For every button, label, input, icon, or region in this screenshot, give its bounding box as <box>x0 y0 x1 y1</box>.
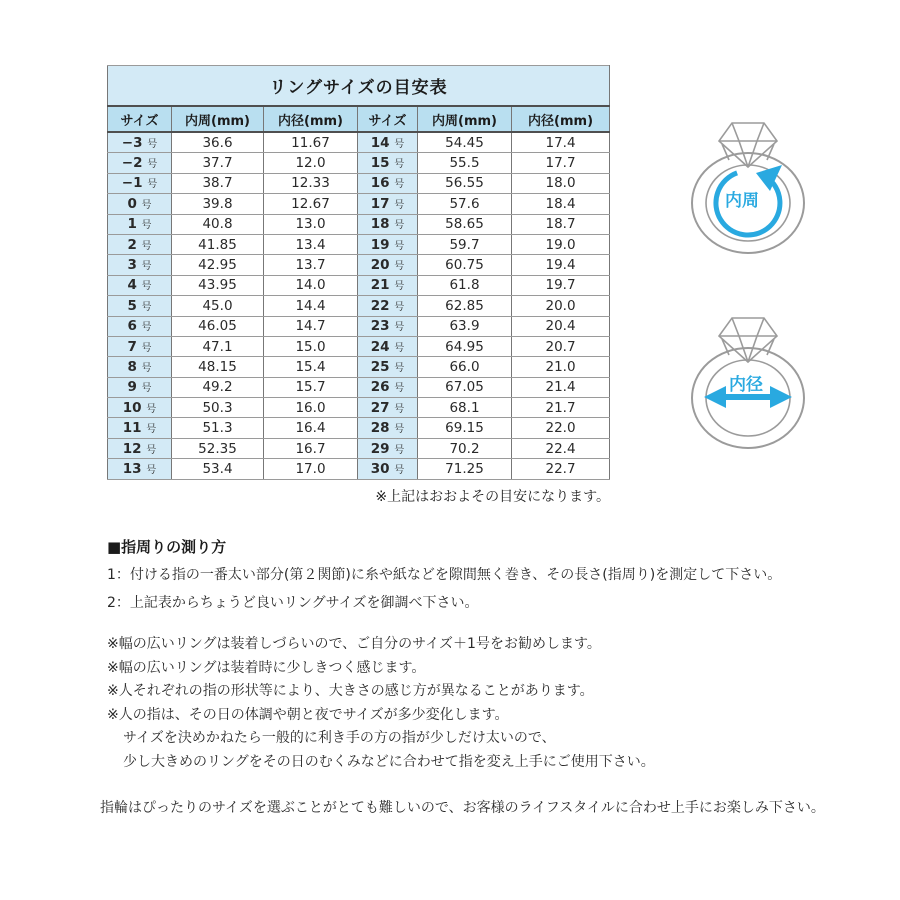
value-cell: 52.35 <box>172 438 264 458</box>
table-title: リングサイズの目安表 <box>108 66 610 107</box>
table-row <box>108 438 610 458</box>
value-cell: 70.2 <box>418 438 512 458</box>
value-cell: 62.85 <box>418 296 512 316</box>
size-cell: −3 号 <box>108 132 172 153</box>
size-cell: 20 号 <box>358 255 418 275</box>
caution-line: ※人の指は、その日の体調や朝と夜でサイズが多少変化します。 <box>107 706 509 723</box>
value-cell: 14.0 <box>264 275 358 295</box>
diamond-icon <box>719 123 777 167</box>
size-cell: 15 号 <box>358 153 418 173</box>
caution-line: サイズを決めかねたら一般的に利き手の方の指が少しだけ太いので、 <box>123 730 556 746</box>
closing-note: 指輪はぴったりのサイズを選ぶことがとても難しいので、お客様のライフスタイルに合わせ上手にお楽しみ下さい。 <box>100 800 825 816</box>
inner-diameter-diagram <box>668 310 828 460</box>
size-cell: 16 号 <box>358 173 418 193</box>
column-header: 内径(mm) <box>512 106 610 132</box>
size-cell: −1 号 <box>108 173 172 193</box>
value-cell: 22.0 <box>512 418 610 438</box>
size-cell: 4 号 <box>108 275 172 295</box>
size-cell: 23 号 <box>358 316 418 336</box>
size-cell: 28 号 <box>358 418 418 438</box>
value-cell: 17.4 <box>512 132 610 153</box>
value-cell: 20.4 <box>512 316 610 336</box>
table-row <box>108 296 610 316</box>
diamond-icon <box>719 318 777 362</box>
value-cell: 16.4 <box>264 418 358 438</box>
value-cell: 58.65 <box>418 214 512 234</box>
caution-line: ※幅の広いリングは装着しづらいので、ご自分のサイズ＋1号をお勧めします。 <box>107 636 601 652</box>
table-header-row <box>108 106 610 132</box>
value-cell: 15.0 <box>264 336 358 356</box>
value-cell: 43.95 <box>172 275 264 295</box>
size-cell: 8 号 <box>108 357 172 377</box>
size-cell: 1 号 <box>108 214 172 234</box>
value-cell: 13.7 <box>264 255 358 275</box>
value-cell: 53.4 <box>172 459 264 479</box>
value-cell: 51.3 <box>172 418 264 438</box>
table-row <box>108 255 610 275</box>
value-cell: 18.7 <box>512 214 610 234</box>
size-cell: 17 号 <box>358 194 418 214</box>
size-cell: 25 号 <box>358 357 418 377</box>
value-cell: 17.0 <box>264 459 358 479</box>
value-cell: 68.1 <box>418 398 512 418</box>
size-cell: 0 号 <box>108 194 172 214</box>
measuring-instructions <box>107 536 847 613</box>
size-cell: 7 号 <box>108 336 172 356</box>
inner-circumference-diagram <box>668 115 828 265</box>
table-title-row <box>108 66 610 107</box>
caution-list <box>107 633 847 774</box>
value-cell: 55.5 <box>418 153 512 173</box>
table-row <box>108 132 610 153</box>
size-cell: 22 号 <box>358 296 418 316</box>
value-cell: 12.33 <box>264 173 358 193</box>
size-cell: 3 号 <box>108 255 172 275</box>
table-row <box>108 173 610 193</box>
size-cell: 26 号 <box>358 377 418 397</box>
size-cell: 19 号 <box>358 234 418 254</box>
ring-size-table <box>107 65 610 480</box>
inner-diameter-label: 内径 <box>729 375 763 395</box>
value-cell: 47.1 <box>172 336 264 356</box>
table-note: ※上記はおおよその目安になります。 <box>375 489 610 505</box>
value-cell: 38.7 <box>172 173 264 193</box>
value-cell: 39.8 <box>172 194 264 214</box>
table-row <box>108 398 610 418</box>
caution-line: ※人それぞれの指の形状等により、大きさの感じ方が異なることがあります。 <box>107 683 594 699</box>
column-header: サイズ <box>358 106 418 132</box>
table-row <box>108 459 610 479</box>
value-cell: 22.4 <box>512 438 610 458</box>
size-cell: 30 号 <box>358 459 418 479</box>
value-cell: 45.0 <box>172 296 264 316</box>
value-cell: 46.05 <box>172 316 264 336</box>
value-cell: 59.7 <box>418 234 512 254</box>
table-row <box>108 418 610 438</box>
value-cell: 20.7 <box>512 336 610 356</box>
value-cell: 18.0 <box>512 173 610 193</box>
value-cell: 12.67 <box>264 194 358 214</box>
value-cell: 22.7 <box>512 459 610 479</box>
size-cell: 11 号 <box>108 418 172 438</box>
value-cell: 56.55 <box>418 173 512 193</box>
table-row <box>108 275 610 295</box>
size-cell: 6 号 <box>108 316 172 336</box>
value-cell: 21.0 <box>512 357 610 377</box>
size-cell: 13 号 <box>108 459 172 479</box>
value-cell: 67.05 <box>418 377 512 397</box>
value-cell: 41.85 <box>172 234 264 254</box>
column-header: 内周(mm) <box>418 106 512 132</box>
value-cell: 60.75 <box>418 255 512 275</box>
value-cell: 49.2 <box>172 377 264 397</box>
value-cell: 48.15 <box>172 357 264 377</box>
value-cell: 21.7 <box>512 398 610 418</box>
measuring-step-2: 2：上記表からちょうど良いリングサイズを御調べ下さい。 <box>107 595 479 611</box>
column-header: サイズ <box>108 106 172 132</box>
value-cell: 21.4 <box>512 377 610 397</box>
table-row <box>108 357 610 377</box>
value-cell: 15.4 <box>264 357 358 377</box>
value-cell: 14.7 <box>264 316 358 336</box>
value-cell: 14.4 <box>264 296 358 316</box>
value-cell: 13.0 <box>264 214 358 234</box>
column-header: 内径(mm) <box>264 106 358 132</box>
value-cell: 17.7 <box>512 153 610 173</box>
size-cell: 2 号 <box>108 234 172 254</box>
value-cell: 11.67 <box>264 132 358 153</box>
size-cell: −2 号 <box>108 153 172 173</box>
table-row <box>108 336 610 356</box>
table-row <box>108 234 610 254</box>
inner-circumference-label: 内周 <box>725 191 759 211</box>
size-cell: 10 号 <box>108 398 172 418</box>
value-cell: 69.15 <box>418 418 512 438</box>
value-cell: 19.4 <box>512 255 610 275</box>
value-cell: 63.9 <box>418 316 512 336</box>
value-cell: 50.3 <box>172 398 264 418</box>
size-cell: 5 号 <box>108 296 172 316</box>
size-cell: 14 号 <box>358 132 418 153</box>
size-cell: 9 号 <box>108 377 172 397</box>
caution-line: ※幅の広いリングは装着時に少しきつく感じます。 <box>107 659 426 676</box>
value-cell: 42.95 <box>172 255 264 275</box>
table-row <box>108 316 610 336</box>
measuring-step-1: 1：付ける指の一番太い部分(第２関節)に糸や紙などを隙間無く巻き、その長さ(指周り)を測定して下さい。 <box>107 567 782 583</box>
size-cell: 18 号 <box>358 214 418 234</box>
size-cell: 21 号 <box>358 275 418 295</box>
value-cell: 37.7 <box>172 153 264 173</box>
measuring-heading: ■指周りの測り方 <box>107 538 227 556</box>
value-cell: 36.6 <box>172 132 264 153</box>
value-cell: 13.4 <box>264 234 358 254</box>
value-cell: 71.25 <box>418 459 512 479</box>
table-row <box>108 377 610 397</box>
size-cell: 24 号 <box>358 336 418 356</box>
size-cell: 27 号 <box>358 398 418 418</box>
value-cell: 66.0 <box>418 357 512 377</box>
table-row <box>108 153 610 173</box>
value-cell: 15.7 <box>264 377 358 397</box>
value-cell: 54.45 <box>418 132 512 153</box>
size-cell: 12 号 <box>108 438 172 458</box>
value-cell: 57.6 <box>418 194 512 214</box>
table-row <box>108 194 610 214</box>
value-cell: 12.0 <box>264 153 358 173</box>
value-cell: 16.0 <box>264 398 358 418</box>
size-cell: 29 号 <box>358 438 418 458</box>
value-cell: 64.95 <box>418 336 512 356</box>
value-cell: 19.0 <box>512 234 610 254</box>
value-cell: 61.8 <box>418 275 512 295</box>
value-cell: 40.8 <box>172 214 264 234</box>
table-row <box>108 214 610 234</box>
value-cell: 18.4 <box>512 194 610 214</box>
column-header: 内周(mm) <box>172 106 264 132</box>
value-cell: 20.0 <box>512 296 610 316</box>
value-cell: 16.7 <box>264 438 358 458</box>
value-cell: 19.7 <box>512 275 610 295</box>
caution-line: 少し大きめのリングをその日のむくみなどに合わせて指を変え上手にご使用下さい。 <box>123 753 655 770</box>
